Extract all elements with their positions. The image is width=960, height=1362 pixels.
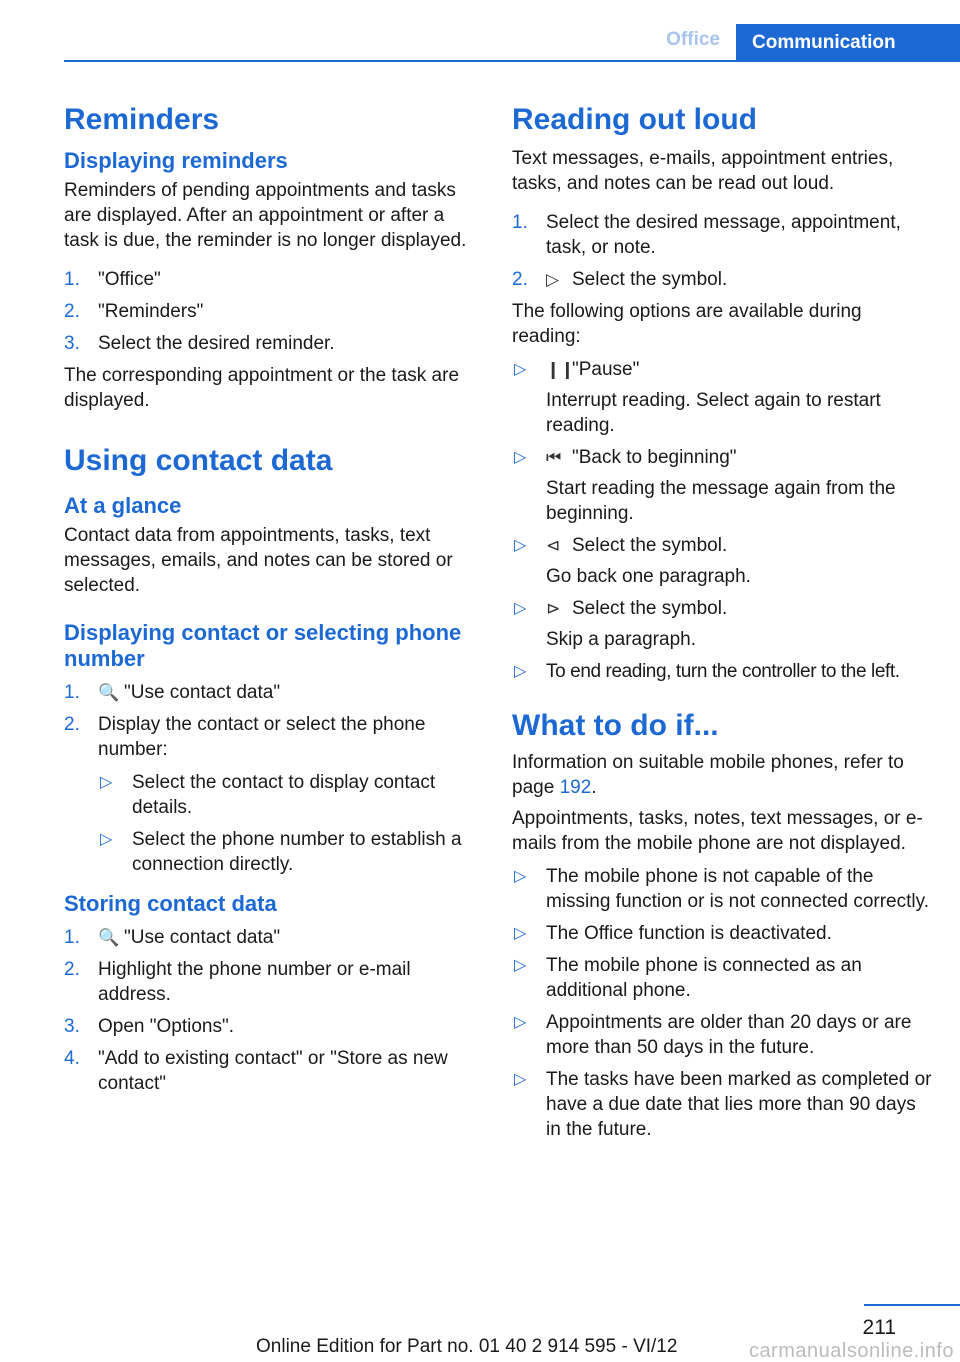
reminders-title: Reminders (64, 103, 220, 136)
list-item: 2. Display the contact or select the phone number: ▷ Select the contact to display contact details. ▷ Select the phone number to establish a connection directly. (64, 712, 484, 877)
footer-rule (864, 1304, 960, 1306)
play-icon: ▷ (546, 270, 560, 289)
list-item: 2. "Reminders" (64, 301, 204, 322)
triangle-bullet-icon: ▷ (514, 361, 527, 378)
list-item: ▷ ⏮ "Back to beginning" Start reading the message again from the beginning. (514, 447, 896, 524)
displaying-reminders-heading: Displaying reminders (64, 148, 288, 173)
tab-communication[interactable]: Communication (736, 24, 960, 62)
right-column (512, 100, 932, 1149)
list-item: ▷ Select the contact to display contact details. (100, 772, 436, 818)
edition-text: Online Edition for Part no. 01 40 2 914 595 - VI/12 (256, 1336, 678, 1357)
triangle-bullet-icon: ▷ (100, 831, 113, 848)
reminder-steps (64, 267, 484, 356)
list-item: 3. Select the desired reminder. (64, 333, 335, 354)
triangle-bullet-icon: ▷ (100, 774, 113, 791)
list-item: ▷ The tasks have been marked as completed or have a due date that lies more than 90 days in the future. (514, 1069, 932, 1140)
list-item: ▷ The Office function is deactivated. (514, 923, 832, 944)
glance-text: Contact data from appointments, tasks, text messages, emails, and notes can be stored or selected. (64, 525, 453, 596)
list-item: ▷ The mobile phone is connected as an additional phone. (514, 955, 862, 1001)
list-item: 1. "Office" (64, 269, 161, 290)
triangle-bullet-icon: ▷ (514, 1014, 527, 1031)
tab-office[interactable]: Office (666, 29, 720, 50)
options-intro: The following options are available during reading: (512, 301, 862, 347)
list-item: 1. Select the desired message, appointment, task, or note. (512, 212, 901, 258)
reading-intro: Text messages, e-mails, appointment entries, tasks, and notes can be read out loud. (512, 148, 894, 194)
triangle-bullet-icon: ▷ (514, 663, 527, 680)
list-item: 4. "Add to existing contact" or "Store as new contact" (64, 1048, 448, 1094)
storing-heading: Storing contact data (64, 891, 277, 916)
triangle-bullet-icon: ▷ (514, 600, 527, 617)
list-item: 1. 🔍 "Use contact data" (64, 927, 281, 948)
contact-title: Using contact data (64, 444, 333, 477)
what-causes (512, 864, 932, 1142)
list-item: 2. Highlight the phone number or e-mail address. (64, 959, 411, 1005)
triangle-bullet-icon: ▷ (514, 868, 527, 885)
next-paragraph-icon: ⊳ (546, 599, 561, 618)
list-item: ▷ ⊲ Select the symbol. Go back one paragraph. (514, 535, 751, 587)
triangle-bullet-icon: ▷ (514, 925, 527, 942)
what-problem: Appointments, tasks, notes, text messages, or e-mails from the mobile phone are not displayed. (512, 808, 923, 854)
what-intro: Information on suitable mobile phones, refer to page 192. (512, 752, 904, 798)
reading-title: Reading out loud (512, 103, 757, 136)
header-rule (64, 60, 960, 62)
list-item: ▷ The mobile phone is not capable of the missing function or is not connected correctly. (514, 866, 929, 912)
contact-search-icon: 🔍 (98, 928, 120, 947)
triangle-bullet-icon: ▷ (514, 1071, 527, 1088)
what-to-do-title: What to do if... (512, 709, 719, 742)
list-item: 1. 🔍 "Use contact data" (64, 682, 281, 703)
list-item: 3. Open "Options". (64, 1016, 235, 1037)
pause-icon: ❙❙ (546, 360, 575, 379)
contact-search-icon: 🔍 (98, 683, 120, 702)
page-number: 211 (862, 1316, 896, 1339)
list-item: ▷ Select the phone number to establish a connection directly. (100, 829, 462, 875)
display-sub-bullets (98, 770, 484, 877)
list-item: ▷ Appointments are older than 20 days or are more than 50 days in the future. (514, 1012, 912, 1058)
list-item: ▷ ⊳ Select the symbol. Skip a paragraph. (514, 598, 728, 650)
display-contact-heading: Displaying contact or selecting phone number (64, 620, 462, 671)
reminder-result: The corresponding appointment or the task are displayed. (64, 365, 460, 411)
list-item: ▷ To end reading, turn the controller to the left. (514, 661, 900, 682)
triangle-bullet-icon: ▷ (514, 957, 527, 974)
reading-options (512, 357, 932, 684)
displaying-reminders-text: Reminders of pending appointments and tasks are displayed. After an appointment or after a task is due, the reminder is no longer displayed. (64, 180, 467, 251)
storing-steps (64, 925, 484, 1096)
triangle-bullet-icon: ▷ (514, 449, 527, 466)
watermark: carmanualsonline.info (748, 1340, 954, 1362)
reading-steps (512, 210, 932, 292)
back-to-beginning-icon: ⏮ (546, 448, 562, 467)
list-item: 2. ▷ Select the symbol. (512, 269, 728, 290)
glance-heading: At a glance (64, 493, 182, 518)
list-item: ▷ ❙❙"Pause" Interrupt reading. Select again to restart reading. (514, 359, 881, 436)
page-header (0, 24, 960, 62)
triangle-bullet-icon: ▷ (514, 537, 527, 554)
page-link[interactable]: 192 (559, 777, 592, 798)
display-steps (64, 680, 484, 877)
left-column (64, 100, 484, 1103)
previous-paragraph-icon: ⊲ (546, 536, 561, 555)
